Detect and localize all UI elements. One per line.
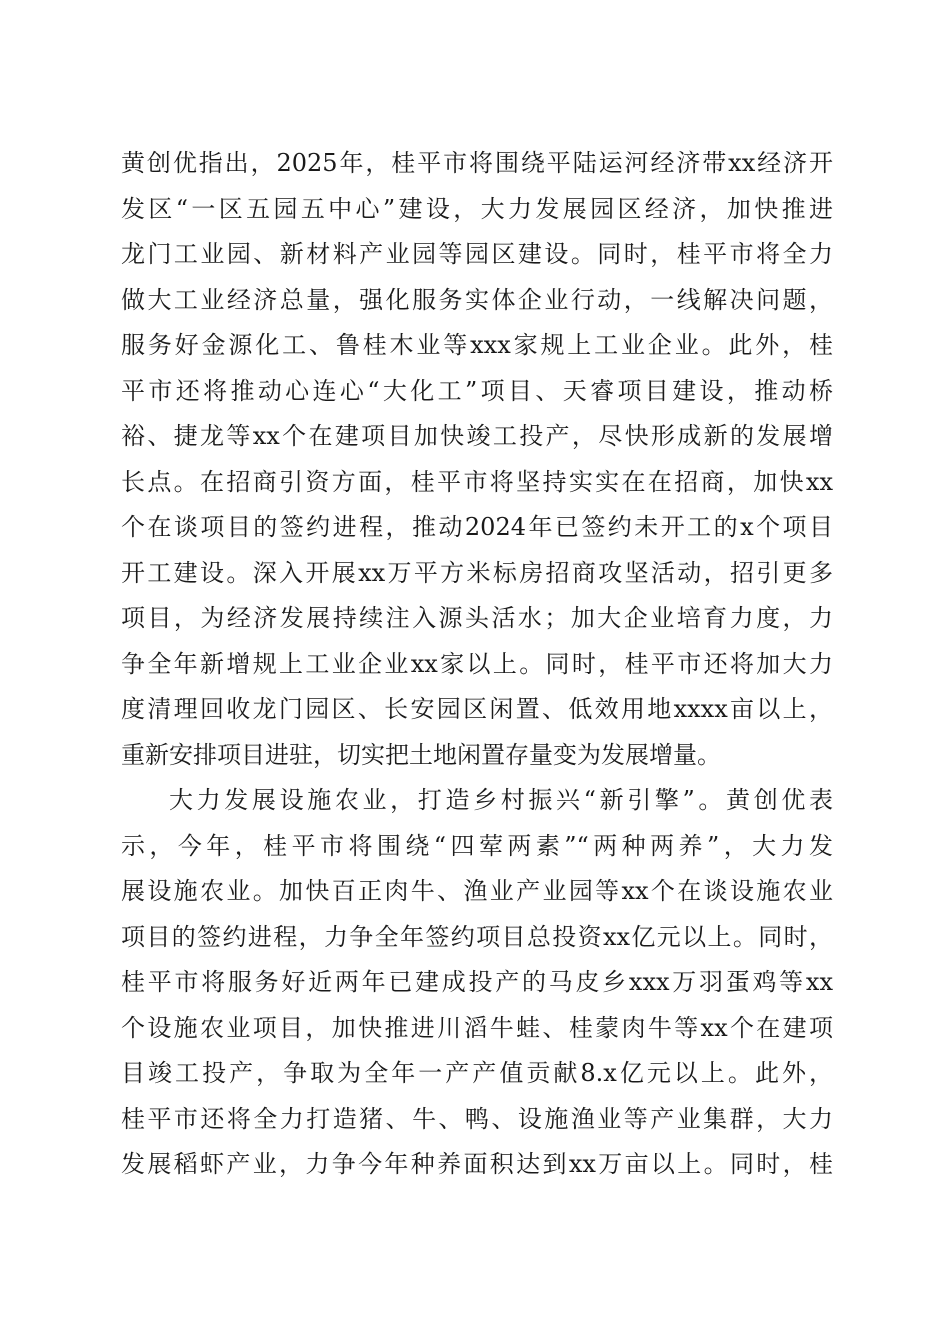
text-line: 发区“一区五园五中心”建设，大力发展园区经济，加快推进 xyxy=(121,195,833,223)
text-line: 示，今年，桂平市将围绕“四荤两素”“两种两养”，大力发 xyxy=(121,832,833,860)
text-line: 个在谈项目的签约进程，推动2024年已签约未开工的x个项目 xyxy=(121,513,833,541)
text-line: 平市还将推动心连心“大化工”项目、天睿项目建设，推动桥 xyxy=(121,377,833,405)
text-line: 项目的签约进程，力争全年签约项目总投资xx亿元以上。同时， xyxy=(121,923,833,951)
text-line: 发展稻虾产业，力争今年种养面积达到xx万亩以上。同时，桂 xyxy=(121,1150,833,1178)
text-line: 重新安排项目进驻，切实把土地闲置存量变为发展增量。 xyxy=(121,741,721,769)
text-line: 大力发展设施农业，打造乡村振兴“新引擎”。黄创优表 xyxy=(169,786,833,814)
text-line: 长点。在招商引资方面，桂平市将坚持实实在在招商，加快xx xyxy=(121,468,833,496)
text-line: 桂平市将服务好近两年已建成投产的马皮乡xxx万羽蛋鸡等xx xyxy=(121,968,833,996)
text-line: 龙门工业园、新材料产业园等园区建设。同时，桂平市将全力 xyxy=(121,240,833,268)
text-line: 黄创优指出，2025年，桂平市将围绕平陆运河经济带xx经济开 xyxy=(121,149,833,177)
text-line: 服务好金源化工、鲁桂木业等xxx家规上工业企业。此外，桂 xyxy=(121,331,833,359)
text-line: 做大工业经济总量，强化服务实体企业行动，一线解决问题， xyxy=(121,286,833,314)
text-line: 桂平市还将全力打造猪、牛、鸭、设施渔业等产业集群，大力 xyxy=(121,1105,833,1133)
text-line: 裕、捷龙等xx个在建项目加快竣工投产，尽快形成新的发展增 xyxy=(121,422,833,450)
text-line: 项目，为经济发展持续注入源头活水；加大企业培育力度，力 xyxy=(121,604,833,632)
text-line: 争全年新增规上工业企业xx家以上。同时，桂平市还将加大力 xyxy=(121,650,833,678)
text-line: 目竣工投产，争取为全年一产产值贡献8.x亿元以上。此外， xyxy=(121,1059,833,1087)
text-line: 个设施农业项目，加快推进川滔牛蛙、桂蒙肉牛等xx个在建项 xyxy=(121,1014,833,1042)
text-line: 展设施农业。加快百正肉牛、渔业产业园等xx个在谈设施农业 xyxy=(121,877,833,905)
text-line: 开工建设。深入开展xx万平方米标房招商攻坚活动，招引更多 xyxy=(121,559,833,587)
text-line: 度清理回收龙门园区、长安园区闲置、低效用地xxxx亩以上， xyxy=(121,695,833,723)
